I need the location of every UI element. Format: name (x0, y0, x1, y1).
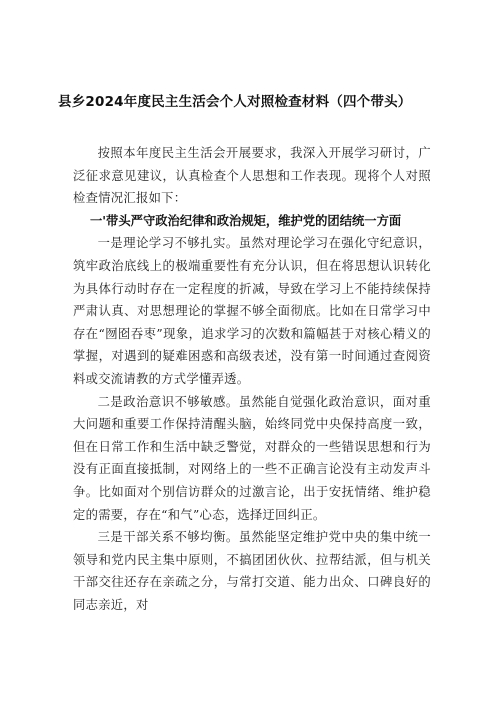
document-title: 县乡2024年度民主生活会个人对照检查材料（四个带头） (58, 94, 412, 110)
paragraph-political-awareness: 二是政治意识不够敏感。虽然能自觉强化政治意识，面对重大问题和重要工作保持清醒头脑，始终同党中央保持高度一致，但在日常工作和生活中缺乏警觉，对群众的一些错误思想和行为没有正面直接抵制，对网络上的一些不正确言论没有主动发声斗争。比如面对个别信访群众的过激言论，出于安抚情绪、维护稳定的需要，存在“和气”心态，选择迂回纠正。 (73, 394, 431, 522)
document-body (73, 142, 431, 616)
paragraph-cadre-relations: 三是干部关系不够均衡。虽然能坚定维护党中央的集中统一领导和党内民主集中原则，不搞团团伙伙、拉帮结派，但与机关干部交往还存在亲疏之分，与常打交道、能力出众、口碑良好的同志亲近，对 (73, 530, 431, 612)
paragraph-theory-study: 一是理论学习不够扎实。虽然对理论学习在强化守纪意识，筑牢政治底线上的极端重要性有充分认识，但在将思想认识转化为具体行动时存在一定程度的折减，导致在学习上不能持续保持严肃认真、对思想理论的掌握不够全面彻底。比如在日常学习中存在“囫囵吞枣”现象，追求学习的次数和篇幅甚于对核心精义的掌握，对遇到的疑难困惑和高级表述，没有第一时间通过查阅资料或交流请教的方式学懂弄透。 (73, 236, 431, 386)
intro-paragraph: 按照本年度民主生活会开展要求，我深入开展学习研讨，广泛征求意见建议，认真检查个人思想和工作表现。现将个人对照检查情况汇报如下： (73, 146, 431, 206)
section-heading: 一'带头严守政治纪律和政治规矩，维护党的团结统一方面 (90, 213, 402, 228)
